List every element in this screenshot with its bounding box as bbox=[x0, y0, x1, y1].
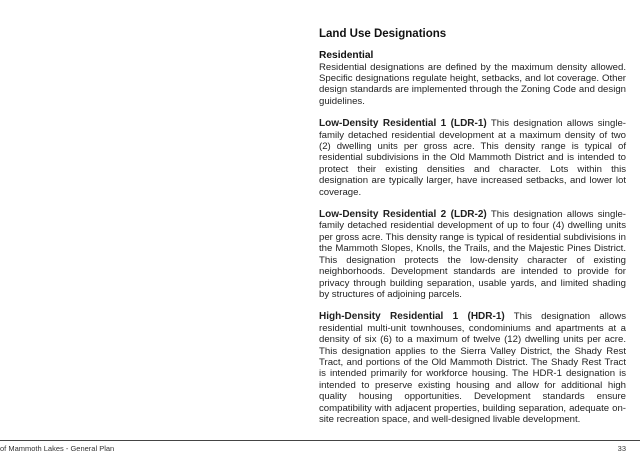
footer-divider bbox=[0, 440, 640, 441]
footer-page-number: 33 bbox=[617, 444, 626, 453]
hdr1-paragraph bbox=[319, 311, 626, 425]
hdr1-term: High-Density Residential 1 (HDR-1) bbox=[319, 311, 505, 323]
hdr1-text: This designation allows residential multi-unit townhouses, condominiums and apartments at a density of six (6) to a maximum of twelve (12) dwelling units per acre. This designation applies to the Sierra Valley District, the Shady Rest Tract, and portions of the Old Mammoth District. The Shady Rest Tract is intended primarily for workforce housing. The HDR-1 designation is intended to preserve existing housing and allow for additional high quality housing opportunities. Development standards ensure compatibility with adjacent properties, building separation, adequate on-site recreation space, and well-designed livable development. bbox=[319, 311, 626, 425]
residential-subheading: Residential bbox=[319, 50, 374, 61]
ldr1-text: This designation allows single-family detached residential development at a maximum density of two (2) dwelling units per gross acre. This density range is typical of residential subdivisions in the Old Mammoth District and is intended to protect their existing densities and character. Lots within this designation are typically larger, have increased setbacks, and lower lot coverage. bbox=[319, 118, 626, 198]
ldr1-paragraph bbox=[319, 118, 626, 198]
section-title: Land Use Designations bbox=[319, 28, 447, 40]
ldr1-term: Low-Density Residential 1 (LDR-1) bbox=[319, 118, 487, 130]
text-column bbox=[319, 28, 626, 436]
ldr2-text: This designation allows single-family detached residential development of up to four (4) dwelling units per gross acre. This density range is typical of residential subdivisions in the Mammoth Slopes, Knolls, the Trails, and the Majestic Pines District. This designation protects the low-density character of existing neighborhoods. Development standards are intended to provide for privacy through building separation, usable yards, and limited shading by structures of adjoining parcels. bbox=[319, 209, 626, 300]
footer-document-title: of Mammoth Lakes - General Plan bbox=[0, 444, 115, 453]
ldr2-term: Low-Density Residential 2 (LDR-2) bbox=[319, 209, 487, 221]
residential-intro-paragraph: Residential designations are defined by the maximum density allowed. Specific designations regulate height, setbacks, and lot coverage. Other design standards are implemented through the Zoning Code and design guidelines. bbox=[319, 61, 626, 107]
ldr2-paragraph bbox=[319, 209, 626, 300]
